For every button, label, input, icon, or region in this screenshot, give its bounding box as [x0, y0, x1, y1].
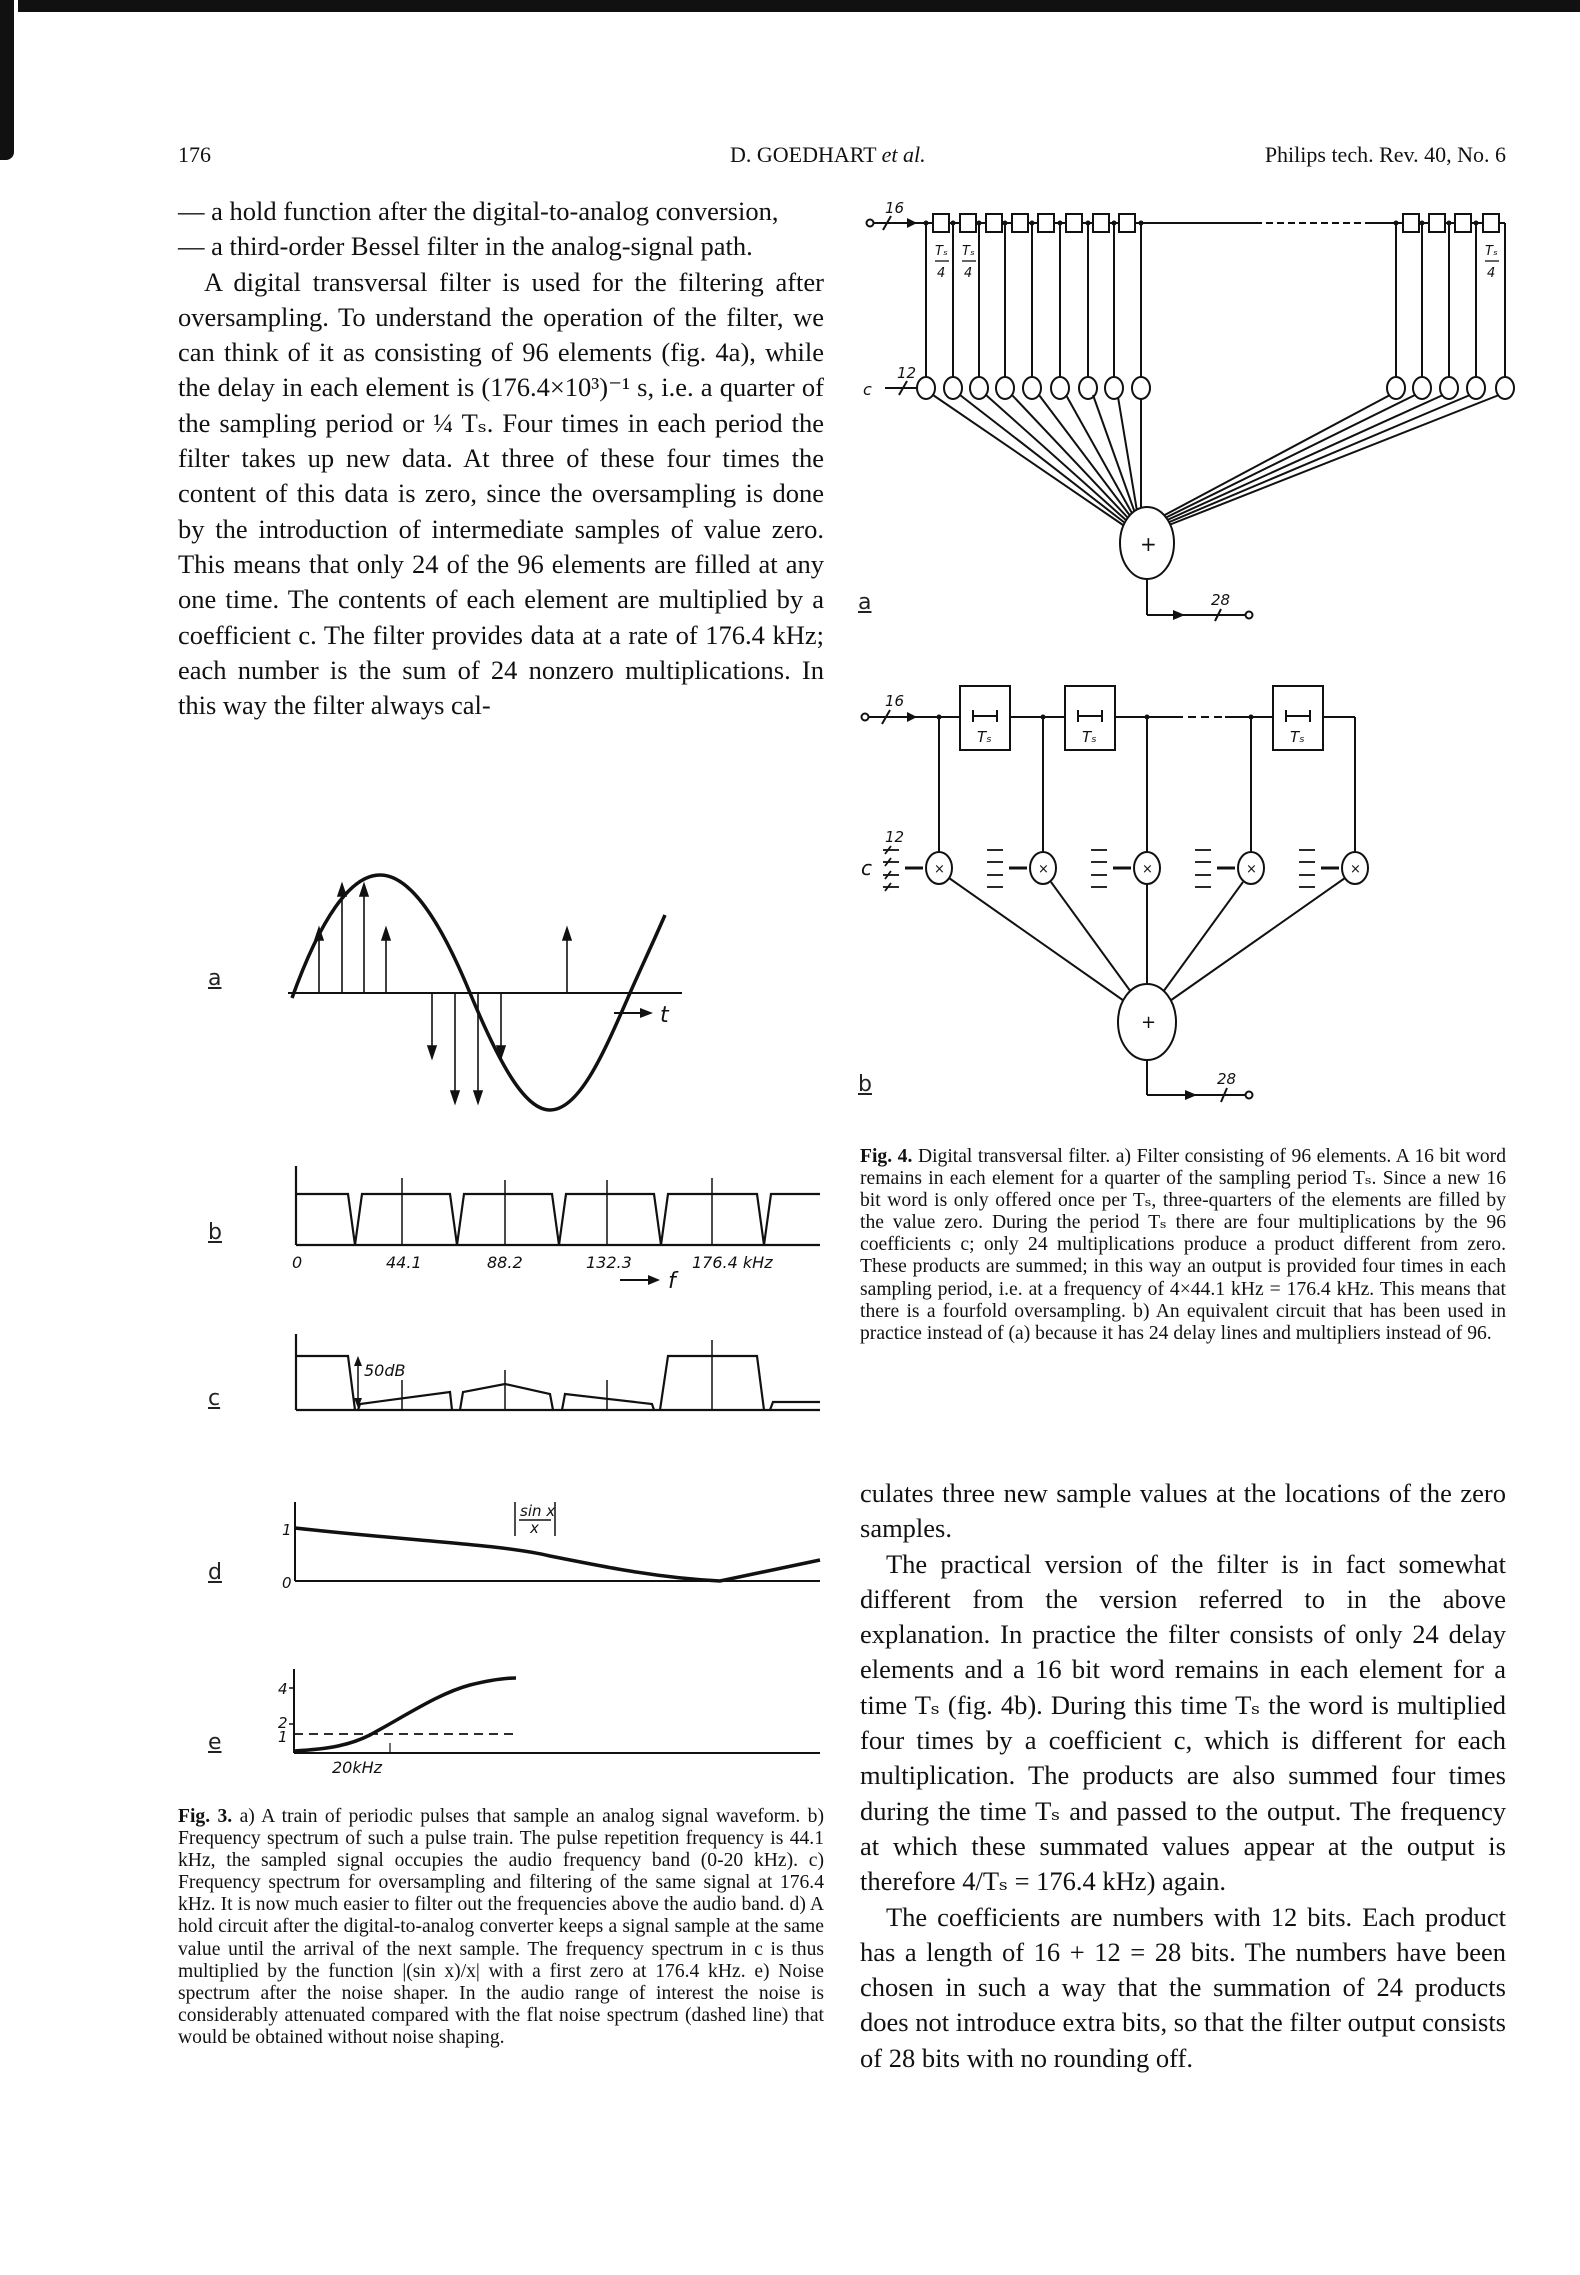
fig4b-coeff-label: c	[861, 856, 872, 880]
fig3b-axis-f: f	[668, 1269, 676, 1294]
fig3e-noise-spectrum	[270, 1655, 840, 1790]
fig4-label-a: a	[858, 590, 872, 615]
body-paragraph: The coefficients are numbers with 12 bits. Each product has a length of 16 + 12 = 28 bits. The numbers have been chosen in such a way that the summation of 24 products does not introduce extra bits, so that the filter output consists of 28 bits with no rounding off.	[860, 1901, 1506, 2073]
left-column-text	[178, 194, 824, 723]
fig4b-mult-2: ×	[1038, 862, 1049, 877]
fig4b-delay-label-2: Tₛ	[1082, 728, 1097, 746]
fig4b-mult-5: ×	[1350, 862, 1361, 877]
fig3e-tick-1: 1	[278, 1728, 288, 1746]
fig4-caption	[860, 1146, 1506, 1345]
fig3d-func-num: sin x	[520, 1502, 556, 1520]
fig4a-delay-den-1: 4	[937, 266, 946, 281]
journal-citation: Philips tech. Rev. 40, No. 6	[1264, 142, 1506, 167]
fig4a-sum-symbol: +	[1140, 532, 1157, 556]
fig4b-input-bits: 16	[885, 692, 905, 710]
fig3b-spectrum	[280, 1150, 840, 1300]
fig4b-delay-label-3: Tₛ	[1290, 728, 1305, 746]
fig4b-delay-label-1: Tₛ	[977, 728, 992, 746]
fig3-caption-label: Fig. 3.	[178, 1806, 233, 1827]
fig4b-coeff-bits: 12	[885, 828, 905, 846]
fig3-label-a: a	[208, 966, 222, 991]
body-paragraph: — a third-order Bessel filter in the analog-signal path.	[178, 231, 753, 262]
body-paragraph: culates three new sample values at the locations of the zero samples.	[860, 1478, 1506, 1544]
fig3b-tick-0: 0	[292, 1253, 303, 1272]
fig4a-delay-label-1: Tₛ	[935, 244, 948, 259]
fig4a-coeff-label: c	[863, 380, 872, 399]
fig3-caption-text: a) A train of periodic pulses that sample an analog signal waveform. b) Frequency spectrum of such a pulse train. The pulse repetition frequency is 44.1 kHz, the sampled signal occupies the audio frequency band (0-20 kHz). c) Frequency spectrum for oversampling and filtering of the same signal at 176.4 kHz. It is now much easier to filter out the frequencies above the audio band. d) A hold circuit after the digital-to-analog converter keeps a signal sample at the same value until the arrival of the next sample. The frequency spectrum in c is thus multiplied by the function |(sin x)/x| with a first zero at 176.4 kHz. e) Noise spectrum after the noise shaper. In the audio range of interest the noise is considerably attenuated compared with the flat noise spectrum (dashed line) that would be obtained without noise shaping.	[178, 1806, 825, 2048]
fig3b-tick-132: 132.3	[586, 1253, 632, 1272]
fig4-caption-label: Fig. 4.	[860, 1146, 913, 1167]
page-number: 176	[178, 142, 211, 167]
fig4b-equivalent-circuit-24	[855, 670, 1515, 1110]
fig4a-coeff-bits: 12	[897, 364, 917, 382]
right-column-text	[860, 1476, 1506, 2076]
fig3-caption	[178, 1806, 824, 2049]
fig3b-tick-88: 88.2	[487, 1253, 523, 1272]
fig3d-func-den: x	[530, 1519, 539, 1537]
fig4a-delay-den-3: 4	[1487, 266, 1496, 281]
scan-border-top	[0, 0, 1580, 12]
fig4b-sum-symbol: +	[1141, 1012, 1157, 1033]
fig3e-20khz-label: 20kHz	[332, 1758, 383, 1777]
fig3b-tick-176: 176.4 kHz	[692, 1253, 773, 1272]
fig4b-output-bits: 28	[1217, 1070, 1237, 1088]
author-name: D. GOEDHART	[730, 142, 877, 167]
fig3d-sinc-function	[280, 1480, 840, 1590]
author-line	[730, 142, 926, 168]
fig3a-axis-t: t	[660, 1003, 669, 1028]
fig4a-input-bits: 16	[885, 199, 905, 217]
fig4a-transversal-filter-96	[855, 195, 1515, 625]
fig4b-mult-3: ×	[1142, 862, 1153, 877]
scan-border-left	[0, 0, 18, 2275]
fig4a-delay-label-3: Tₛ	[1485, 244, 1498, 259]
fig4-label-b: b	[858, 1072, 872, 1097]
fig3e-tick-2: 2	[278, 1714, 288, 1732]
fig3b-tick-44: 44.1	[386, 1253, 422, 1272]
fig3-label-d: d	[208, 1560, 222, 1585]
fig4a-output-bits: 28	[1211, 591, 1231, 609]
fig3a-sampled-waveform	[280, 860, 840, 1120]
author-suffix: et al.	[881, 142, 926, 167]
body-paragraph: A digital transversal filter is used for the filtering after oversampling. To understand the operation of the filter, we can think of it as consisting of 96 elements (fig. 4a), while the delay in each element is (176.4×10³)⁻¹ s, i.e. a quarter of the sampling period or ¼ Tₛ. Four times in each period the filter takes up new data. At three of these four times the content of this data is zero, since the oversampling is done by the introduction of intermediate samples of value zero. This means that only 24 of the 96 elements are filled at any one time. The contents of each element are multiplied by a coefficient c. The filter provides data at a rate of 176.4 kHz; each number is the sum of 24 nonzero multiplications. In this way the filter always cal-	[178, 266, 824, 721]
fig3e-tick-4: 4	[278, 1680, 288, 1698]
running-header	[178, 142, 1506, 172]
fig4b-mult-4: ×	[1246, 862, 1257, 877]
fig3-label-e: e	[208, 1730, 222, 1755]
fig3-label-c: c	[208, 1386, 221, 1411]
fig4b-mult-1: ×	[934, 862, 945, 877]
body-paragraph: The practical version of the filter is in fact somewhat different from the version referred to in the above explanation. In practice the filter consists of only 24 delay elements and a 16 bit word remains in each element for a time Tₛ (fig. 4b). During this time Tₛ the word is multiplied four times by a coefficient c, which is different for each multiplication. The products are also summed four times during the time Tₛ and passed to the output. The frequency at which these summated values appear at the output is therefore 4/Tₛ = 176.4 kHz) again.	[860, 1548, 1506, 1897]
fig4a-delay-den-2: 4	[964, 266, 973, 281]
fig3-label-b: b	[208, 1220, 222, 1245]
fig4a-delay-label-2: Tₛ	[962, 244, 975, 259]
fig3d-tick-1: 1	[282, 1521, 292, 1539]
fig4-caption-text: Digital transversal filter. a) Filter consisting of 96 elements. A 16 bit word remains in each element for a quarter of the sampling period Tₛ. Since a new 16 bit word is only offered once per Tₛ, three-quarters of the elements are filled by the value zero. During the period Tₛ there are four multiplications by the 96 coefficients c; only 24 multiplications produce a product different from zero. These products are summed; in this way an output is provided four times in each sampling period, i.e. at a frequency of 4×44.1 kHz = 176.4 kHz. This means that there is a fourfold oversampling. b) An equivalent circuit that has been used in practice instead of (a) because it has 24 delay lines and multipliers instead of 96.	[860, 1146, 1506, 1344]
fig3d-tick-0: 0	[282, 1574, 292, 1590]
body-paragraph: — a hold function after the digital-to-analog conversion,	[178, 196, 779, 226]
fig3c-50db-label: 50dB	[364, 1361, 406, 1380]
fig3c-oversampled-spectrum	[280, 1320, 840, 1420]
